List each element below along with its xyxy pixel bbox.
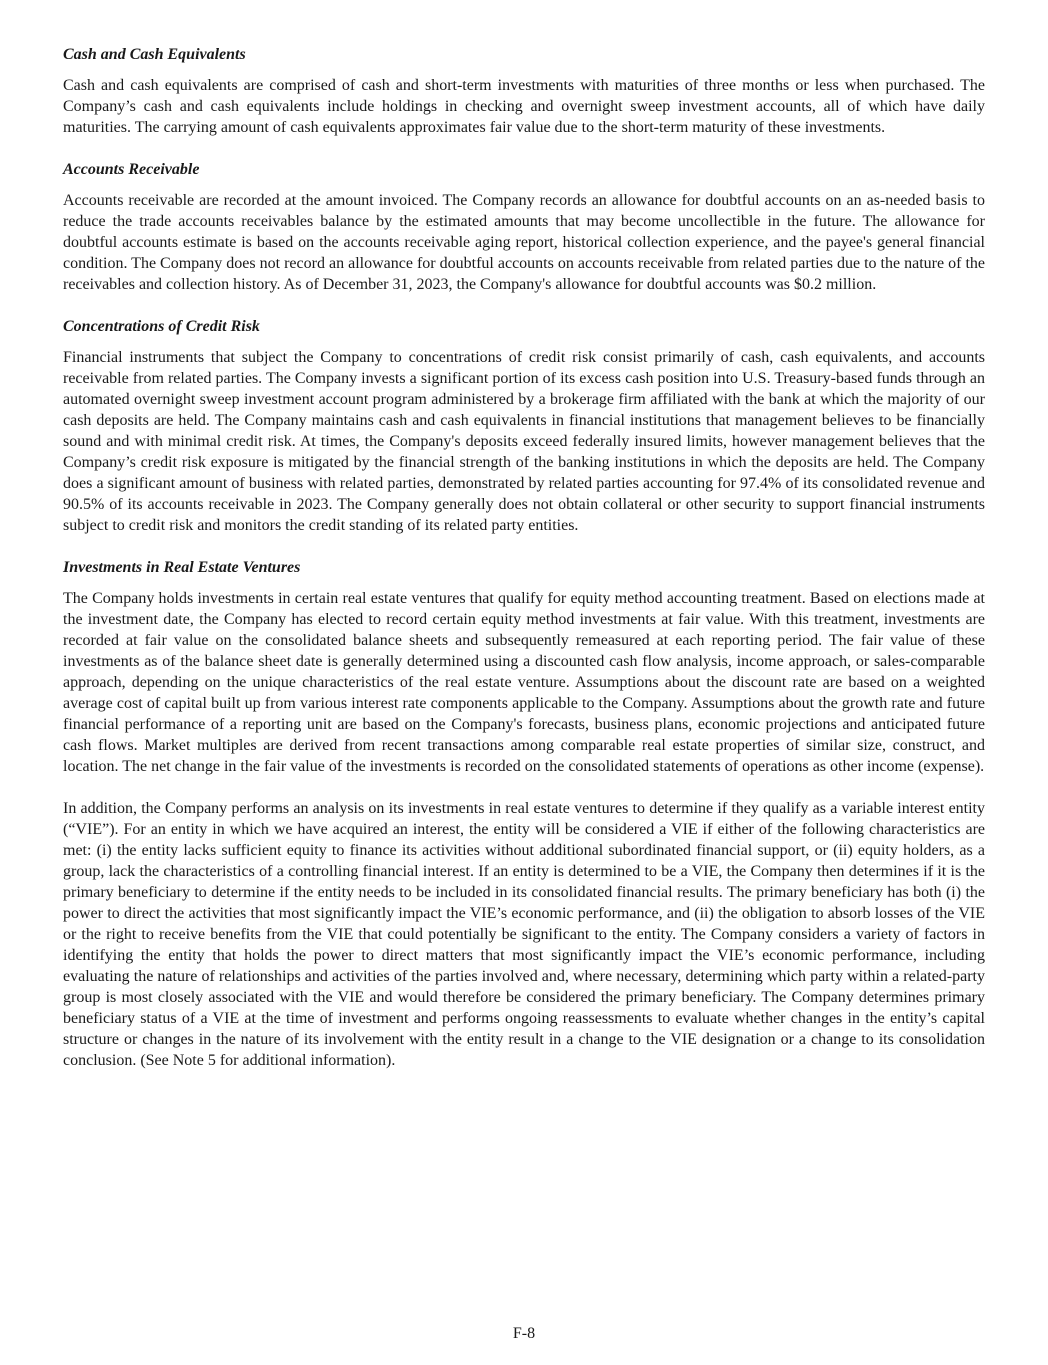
section-heading: Accounts Receivable [63, 161, 200, 178]
page-number: F-8 [512, 1325, 536, 1342]
section-real-estate-ventures [63, 557, 985, 1071]
document-body [63, 44, 985, 1092]
section-heading: Concentrations of Credit Risk [63, 318, 260, 335]
paragraph: In addition, the Company performs an analysis on its investments in real estate ventures to determine if they qualify as a variable interest entity (“VIE”). For an entity in which we have acquired an interest, the entity will be considered a VIE if either of the following characteristics are met: (i) the entity lacks sufficient equity to finance its activities without additional subordinated financial support, or (ii) equity holders, as a group, lack the characteristics of a controlling financial interest. If an entity is determined to be a VIE, the Company then determines if it is the primary beneficiary to determine if the entity needs to be included in its consolidated financial results. The primary beneficiary has both (i) the power to direct the activities that most significantly impact the VIE’s economic performance, and (ii) the obligation to absorb losses of the VIE or the right to receive benefits from the VIE that could potentially be significant to the entity. The Company considers a variety of factors in identifying the entity that holds the power to direct matters that most significantly impact the VIE’s economic performance, including evaluating the nature of relationships and activities of the parties involved and, where necessary, determining which party within a related-party group is most closely associated with the VIE and would therefore be considered the primary beneficiary. The Company determines primary beneficiary status of a VIE at the time of investment and performs ongoing reassessments to evaluate whether changes in the entity’s capital structure or changes in the nature of its involvement with the entity result in a change to the VIE designation or a change to its consolidation conclusion. (See Note 5 for additional information). [63, 800, 985, 1069]
paragraph: The Company holds investments in certain real estate ventures that qualify for equity method accounting treatment. Based on elections made at the investment date, the Company has elected to record certain equity method investments at fair value. With this treatment, investments are recorded at fair value on the consolidated balance sheets and subsequently remeasured at each reporting period. The fair value of these investments as of the balance sheet date is generally determined using a discounted cash flow analysis, income approach, or sales-comparable approach, depending on the unique characteristics of the real estate venture. Assumptions about the discount rate are based on a weighted average cost of capital built up from various interest rate components applicable to the Company. Assumptions about the growth rate and future financial performance of a reporting unit are based on the Company's forecasts, business plans, economic projections and anticipated future cash flows. Market multiples are derived from recent transactions among comparable real estate properties of similar size, construct, and location. The net change in the fair value of the investments is recorded on the consolidated statements of operations as other income (expense). [63, 590, 985, 775]
section-accounts-receivable [63, 159, 985, 295]
paragraph: Cash and cash equivalents are comprised of cash and short-term investments with maturities of three months or less when purchased. The Company’s cash and cash equivalents include holdings in checking and overnight sweep investment accounts, all of which have daily maturities. The carrying amount of cash equivalents approximates fair value due to the short-term maturity of these investments. [63, 77, 985, 136]
section-credit-risk [63, 316, 985, 536]
paragraph: Accounts receivable are recorded at the amount invoiced. The Company records an allowance for doubtful accounts on an as-needed basis to reduce the trade accounts receivables balance by the estimated amounts that may become uncollectible in the future. The allowance for doubtful accounts estimate is based on the accounts receivable aging report, historical collection experience, and the payee's general financial condition. The Company does not record an allowance for doubtful accounts on accounts receivable from related parties due to the nature of the receivables and collection history. As of December 31, 2023, the Company's allowance for doubtful accounts was $0.2 million. [63, 192, 985, 293]
section-cash-equivalents [63, 44, 985, 138]
section-heading: Cash and Cash Equivalents [63, 46, 246, 63]
paragraph: Financial instruments that subject the Company to concentrations of credit risk consist primarily of cash, cash equivalents, and accounts receivable from related parties. The Company invests a significant portion of its excess cash position into U.S. Treasury-based funds through an automated overnight sweep investment account program administered by a brokerage firm affiliated with the bank at which the majority of our cash deposits are held. The Company maintains cash and cash equivalents in financial institutions that management believes to be financially sound and with minimal credit risk. At times, the Company's deposits exceed federally insured limits, however management believes that the Company’s credit risk exposure is mitigated by the financial strength of the banking institutions in which the deposits are held. The Company does a significant amount of business with related parties, demonstrated by related parties accounting for 97.4% of its consolidated revenue and 90.5% of its accounts receivable in 2023. The Company generally does not obtain collateral or other security to support financial instruments subject to credit risk and monitors the credit standing of its related party entities. [63, 349, 985, 534]
section-heading: Investments in Real Estate Ventures [63, 559, 301, 576]
